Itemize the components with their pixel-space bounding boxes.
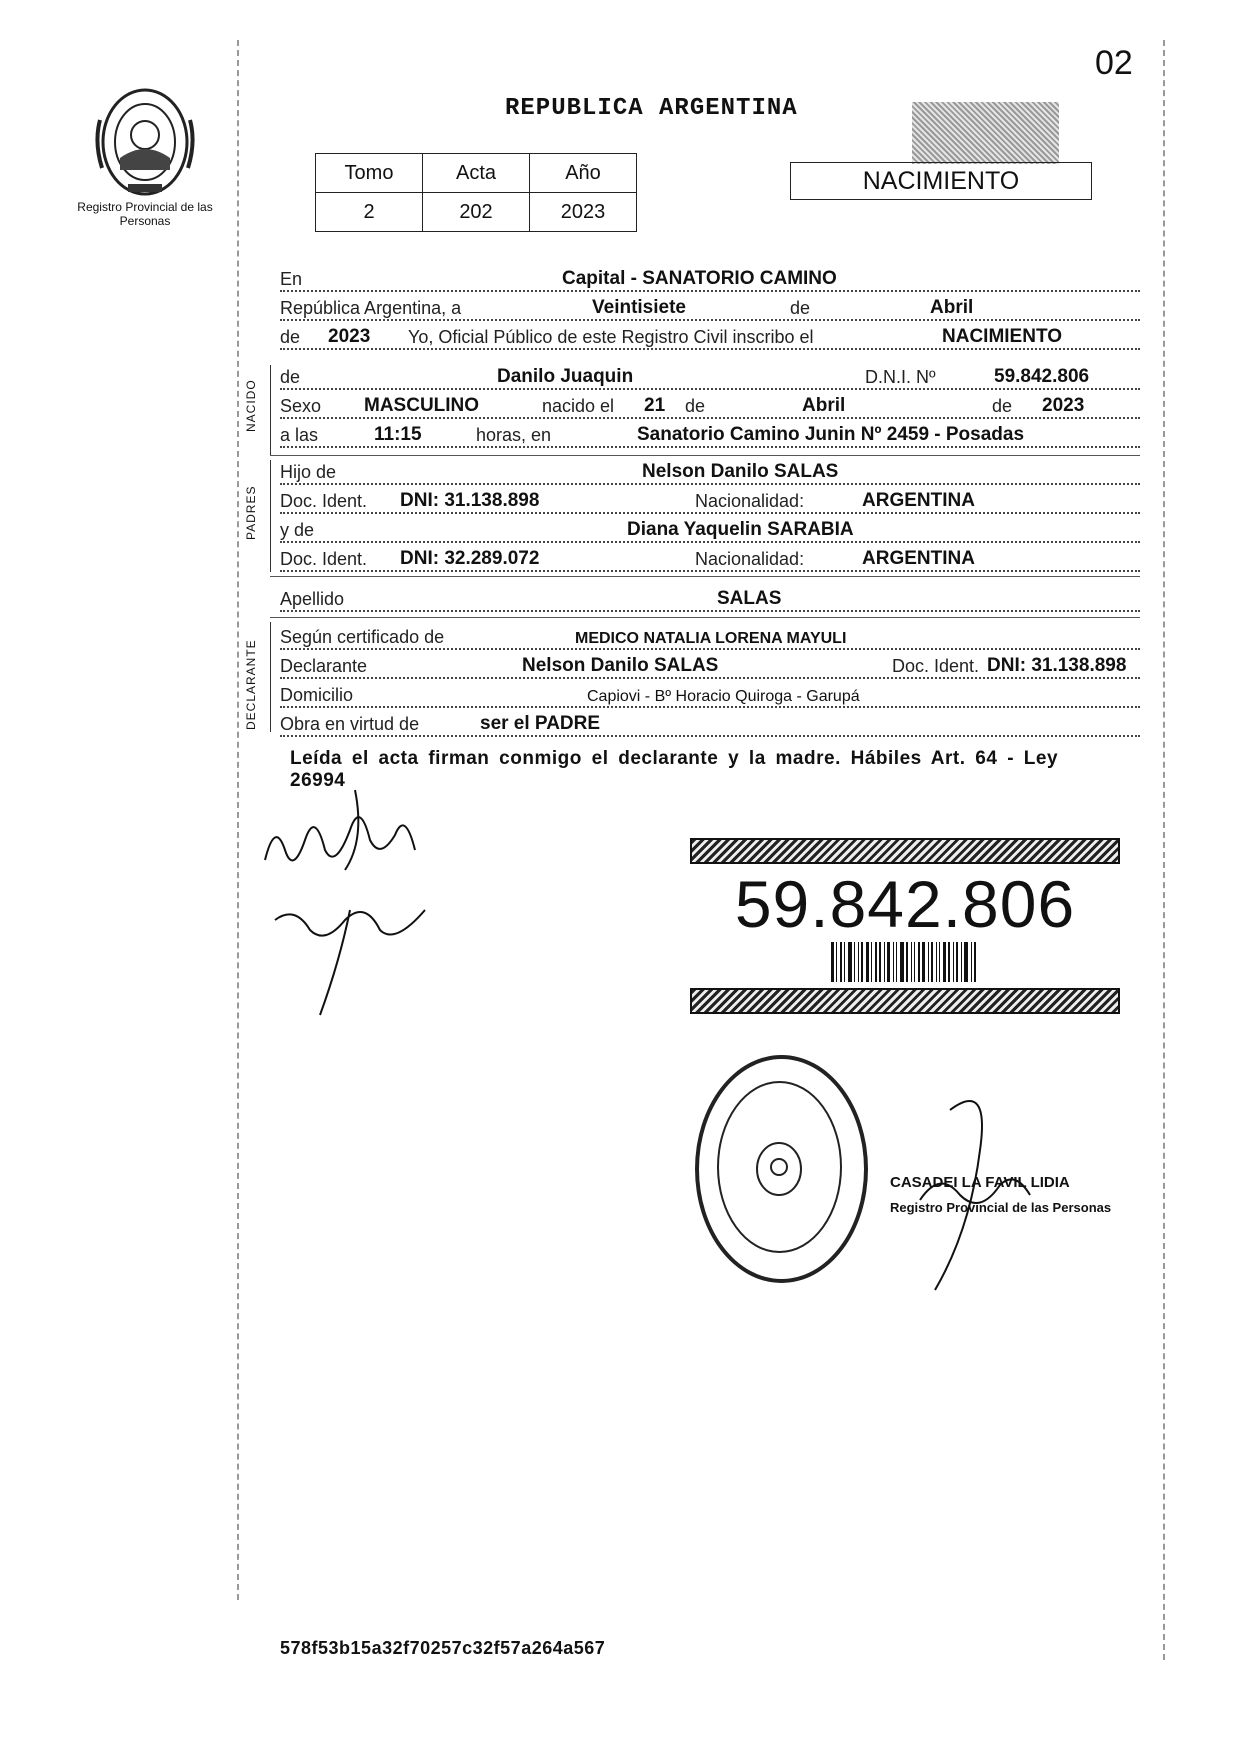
barcode-bar: [948, 942, 950, 982]
barcode-bar: [939, 942, 940, 982]
officer-role: Registro Provincial de las Personas: [890, 1200, 1112, 1215]
dni-label: D.N.I. Nº: [865, 367, 936, 387]
barcode-bar: [879, 942, 881, 982]
act-place: Capital - SANATORIO CAMINO: [562, 268, 837, 289]
section-padres: PADRES: [244, 485, 258, 540]
barcode-bar: [871, 942, 872, 982]
domicilio-label: Domicilio: [280, 685, 354, 705]
horas-en-label: horas, en: [476, 425, 552, 445]
nacido-year: 2023: [1042, 395, 1085, 416]
act-inscribo-value: NACIMIENTO: [942, 326, 1062, 347]
table-header-tomo: Tomo: [316, 154, 423, 193]
barcode-bar: [887, 942, 890, 982]
act-place-line: [280, 262, 1140, 292]
barcode-bar: [911, 942, 912, 982]
act-year: 2023: [328, 326, 371, 347]
barcode-bar: [906, 942, 908, 982]
barcode-bar: [854, 942, 855, 982]
certificado-value: MEDICO NATALIA LORENA MAYULI: [575, 630, 847, 647]
barcode-bar: [844, 942, 845, 982]
nacido-month: Abril: [802, 395, 846, 416]
padre-nac: ARGENTINA: [862, 490, 975, 511]
nacido-name-line: [280, 360, 1140, 390]
nacido-de-label: de: [280, 367, 301, 387]
obra-label: Obra en virtud de: [280, 714, 420, 734]
padre-nac-label: Nacionalidad:: [695, 491, 805, 511]
barcode-bar: [936, 942, 937, 982]
nacido-day: 21: [644, 395, 666, 416]
security-band-top: [690, 838, 1120, 864]
barcode-bar: [875, 942, 877, 982]
document-hash: 578f53b15a32f70257c32f57a264a567: [280, 1638, 606, 1658]
madre-nac-label: Nacionalidad:: [695, 549, 805, 569]
barcode-bar: [922, 942, 925, 982]
barcode-bar: [900, 942, 904, 982]
act-day: Veintisiete: [592, 297, 686, 318]
de-label-2: de: [280, 327, 301, 347]
nacido-dni: 59.842.806: [994, 366, 1090, 387]
en-label: En: [280, 269, 303, 289]
barcode-bar: [848, 942, 852, 982]
barcode-bar: [840, 942, 842, 982]
security-band-bottom: [690, 988, 1120, 1014]
officer-block: [890, 1170, 1111, 1220]
certificado-line: [280, 620, 1140, 650]
nacido-sex: MASCULINO: [364, 395, 480, 416]
barcode-bar: [861, 942, 863, 982]
certificado-label: Según certificado de: [280, 627, 445, 647]
padre-name: Nelson Danilo SALAS: [642, 461, 839, 482]
act-register-line: [280, 320, 1140, 350]
barcode-bar: [831, 942, 834, 982]
padre-doc: DNI: 31.138.898: [400, 490, 540, 511]
inscribo-label: Yo, Oficial Público de este Registro Civil inscribo el: [408, 327, 814, 347]
sexo-label: Sexo: [280, 396, 322, 416]
apellido-label: Apellido: [280, 589, 345, 609]
nacido-de2: de: [992, 396, 1013, 416]
declarante-name: Nelson Danilo SALAS: [522, 655, 719, 676]
de-label: de: [790, 298, 811, 318]
registry-caption: Registro Provincial de las Personas: [77, 200, 213, 228]
record-table: [315, 153, 637, 232]
barcode-bar: [866, 942, 869, 982]
a-las-label: a las: [280, 425, 319, 445]
table-header-anio: Año: [530, 154, 637, 193]
official-stamp: [695, 1055, 868, 1283]
signatures-drawing: [255, 780, 455, 1020]
barcode-bar: [956, 942, 958, 982]
barcode-bar: [964, 942, 968, 982]
act-month: Abril: [930, 297, 974, 318]
section-declarante: DECLARANTE: [244, 639, 258, 730]
table-value-acta: 202: [423, 193, 530, 232]
madre-doc-line: [280, 542, 1140, 572]
madre-line: [280, 513, 1140, 543]
padre-line: [280, 455, 1140, 485]
nacido-time: 11:15: [374, 424, 422, 445]
page-number: 02: [1095, 44, 1133, 82]
barcode-number: 59.842.806: [734, 867, 1076, 941]
madre-doc: DNI: 32.289.072: [400, 548, 540, 569]
act-date-line: [280, 291, 1140, 321]
obra-value: ser el PADRE: [480, 713, 601, 734]
madre-doc-label: Doc. Ident.: [280, 549, 368, 569]
barcode-bar: [953, 942, 954, 982]
table-value-anio: 2023: [530, 193, 637, 232]
barcode-bar: [971, 942, 972, 982]
table-header-acta: Acta: [423, 154, 530, 193]
nacido-place: Sanatorio Camino Junin Nº 2459 - Posadas: [637, 424, 1025, 445]
padre-doc-line: [280, 484, 1140, 514]
nacido-el-label: nacido el: [542, 396, 615, 416]
barcode-bar: [914, 942, 915, 982]
apellido-line: [280, 582, 1140, 612]
domicilio-value: Capiovi - Bº Horacio Quiroga - Garupá: [587, 688, 860, 705]
republica-label: República Argentina, a: [280, 298, 462, 318]
document-title: REPUBLICA ARGENTINA: [505, 95, 798, 122]
security-hologram: [912, 102, 1059, 164]
obra-line: [280, 707, 1140, 737]
padre-doc-label: Doc. Ident.: [280, 491, 368, 511]
hijo-de-label: Hijo de: [280, 462, 337, 482]
nacido-time-line: [280, 418, 1140, 448]
apellido-value: SALAS: [717, 588, 782, 609]
barcode-bar: [974, 942, 976, 982]
barcode-bar: [836, 942, 837, 982]
barcode-block: [690, 838, 1120, 1018]
barcode-bar: [896, 942, 897, 982]
nacido-de1: de: [685, 396, 706, 416]
barcode-bar: [858, 942, 859, 982]
madre-name: Diana Yaquelin SARABIA: [627, 519, 854, 540]
barcode-bar: [931, 942, 933, 982]
madre-nac: ARGENTINA: [862, 548, 975, 569]
stamp-emblem-icon: [749, 1139, 809, 1199]
declarante-line: [280, 649, 1140, 679]
record-type-box: NACIMIENTO: [790, 162, 1092, 200]
barcode-bar: [928, 942, 929, 982]
barcode-bars: [690, 942, 1120, 982]
domicilio-line: [280, 678, 1140, 708]
barcode-bar: [943, 942, 946, 982]
nacido-sex-line: [280, 389, 1140, 419]
province-emblem-icon: [90, 80, 200, 200]
declarante-doc: DNI: 31.138.898: [987, 655, 1127, 676]
barcode-bar: [918, 942, 920, 982]
table-value-tomo: 2: [316, 193, 423, 232]
barcode-bar: [893, 942, 894, 982]
closing-statement: Leída el acta firman conmigo el declarante y la madre. Hábiles Art. 64 - Ley 26994: [290, 748, 1059, 791]
section-nacido: NACIDO: [244, 379, 258, 432]
declarante-doc-label: Doc. Ident.: [892, 656, 980, 676]
y-de-label: y de: [280, 520, 315, 540]
barcode-bar: [884, 942, 885, 982]
officer-name: CASADEI LA FAVIL LIDIA: [890, 1174, 1070, 1191]
declarante-label: Declarante: [280, 656, 368, 676]
nacido-name: Danilo Juaquin: [497, 366, 634, 387]
barcode-bar: [961, 942, 962, 982]
